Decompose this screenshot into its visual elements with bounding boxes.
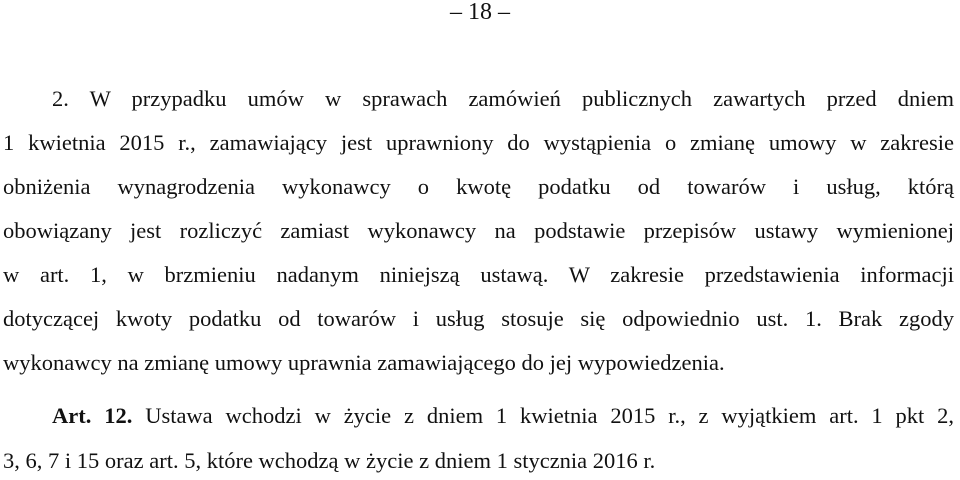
paragraph-2-line-3: obniżenia wynagrodzenia wykonawcy o kwotę podatku od towarów i usług, którą — [3, 174, 954, 199]
paragraph-2-line-6: dotyczącej kwoty podatku od towarów i usług stosuje się odpowiednio ust. 1. Brak zgody — [3, 306, 954, 331]
article-12-text: Ustawa wchodzi w życie z dniem 1 kwietnia 2015 r., z wyjątkiem art. 1 pkt 2, — [132, 403, 955, 428]
paragraph-2-line-5: w art. 1, w brzmieniu nadanym niniejszą ustawą. W zakresie przedstawienia informacji — [3, 262, 954, 287]
article-12-label: Art. 12. — [52, 403, 133, 428]
paragraph-2-line-2: 1 kwietnia 2015 r., zamawiający jest uprawniony do wystąpienia o zmianę umowy w zakresie — [3, 130, 954, 155]
article-12-line-1 — [52, 401, 954, 431]
page-number: – 18 – — [450, 0, 510, 25]
paragraph-2-line-7: wykonawcy na zmianę umowy uprawnia zamawiającego do jej wypowiedzenia. — [3, 350, 725, 375]
article-12-line-2: 3, 6, 7 i 15 oraz art. 5, które wchodzą w życie z dniem 1 stycznia 2016 r. — [3, 448, 656, 473]
paragraph-2-line-4: obowiązany jest rozliczyć zamiast wykonawcy na podstawie przepisów ustawy wymienionej — [3, 218, 954, 243]
paragraph-2-line-1: 2. W przypadku umów w sprawach zamówień publicznych zawartych przed dniem — [52, 86, 954, 111]
